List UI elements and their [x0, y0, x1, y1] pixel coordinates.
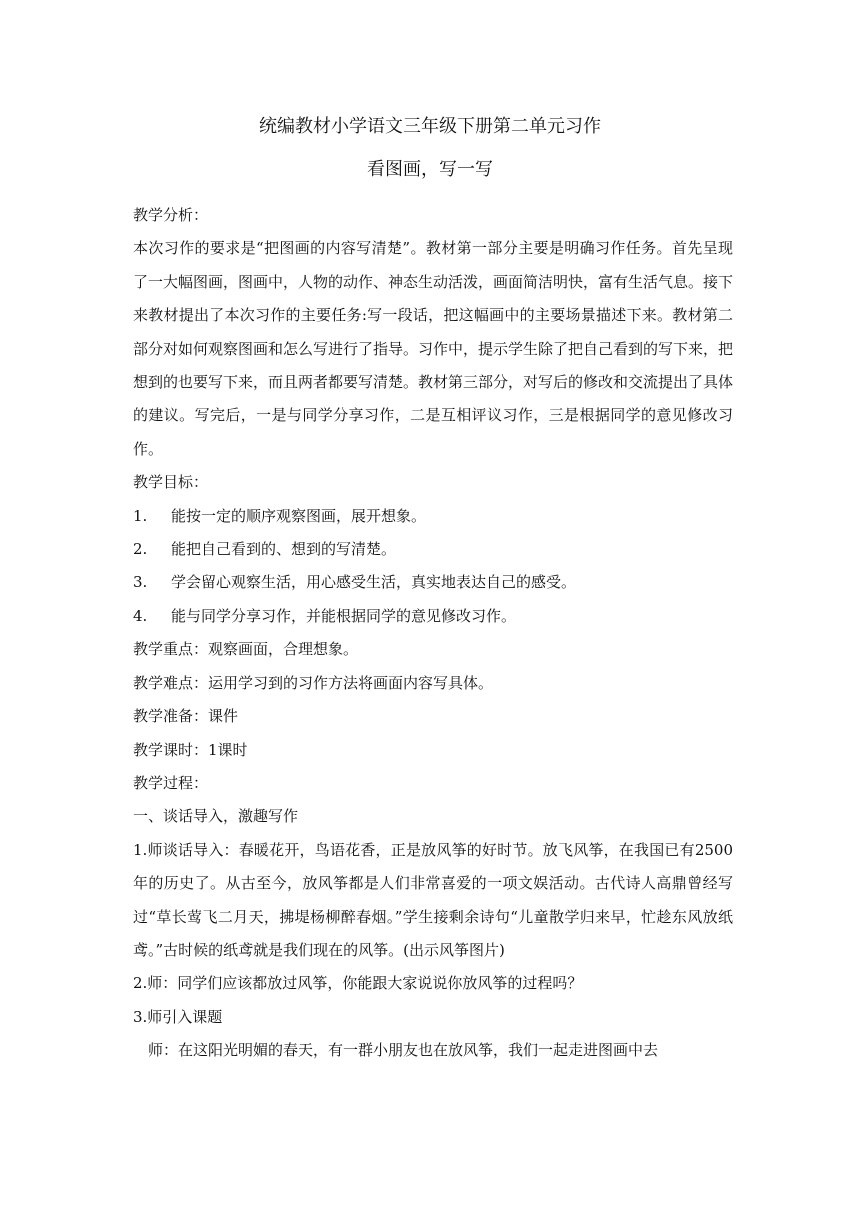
step-3-text: 师：在这阳光明媚的春天，有一群小朋友也在放风筝，我们一起走进图画中去	[148, 1041, 659, 1060]
document-title: 统编教材小学语文三年级下册第二单元习作	[259, 116, 601, 137]
goal-text: 学会留心观察生活，用心感受生活，真实地表达自己的感受。	[171, 573, 577, 592]
goal-text: 能把自己看到的、想到的写清楚。	[171, 540, 397, 559]
section-heading: 一、谈话导入，激趣写作	[133, 807, 299, 826]
goal-number: 2.	[133, 540, 148, 559]
analysis-heading: 教学分析：	[133, 206, 209, 224]
step-2: 2.师：同学们应该都放过风筝，你能跟大家说说你放风筝的过程吗？	[133, 974, 583, 993]
class-hours: 教学课时：1课时	[133, 740, 248, 759]
difficulty: 教学难点：运用学习到的习作方法将画面内容写具体。	[133, 673, 494, 692]
goal-item	[133, 500, 733, 533]
goal-item	[133, 600, 733, 633]
step-1: 1.师谈话导入：春暖花开，鸟语花香，正是放风筝的好时节。放飞风筝，在我国已有2500年的历史了。从古至今，放风筝都是人们非常喜爱的一项文娱活动。古代诗人高鼎曾经写过“草长莺飞二月天，拂堤杨柳醉春烟。”学生接剩余诗句“儿童散学归来早，忙趁东风放纸鸢。”古时候的纸鸢就是我们现在的风筝。(出示风筝图片)	[133, 840, 733, 959]
goal-text: 能按一定的顺序观察图画，展开想象。	[171, 506, 427, 525]
step-3: 3.师引入课题	[133, 1007, 223, 1026]
goal-number: 1.	[133, 506, 148, 525]
goal-number: 3.	[133, 573, 148, 592]
preparation: 教学准备：课件	[133, 707, 239, 726]
analysis-paragraph: 本次习作的要求是“把图画的内容写清楚”。教材第一部分主要是明确习作任务。首先呈现了一大幅图画，图画中，人物的动作、神态生动活泼，画面简洁明快，富有生活气息。接下来教材提出了本次习作的主要任务:写一段话，把这幅画中的主要场景描述下来。教材第二部分对如何观察图画和怎么写进行了指导。习作中，提示学生除了把自己看到的写下来，把想到的也要写下来，而且两者都要写清楚。教材第三部分，对写后的修改和交流提出了具体的建议。写完后，一是与同学分享习作，二是互相评议习作，三是根据同学的意见修改习作。	[133, 239, 734, 458]
key-point: 教学重点：观察画面，合理想象。	[133, 640, 359, 659]
goal-item	[133, 566, 733, 599]
goal-item	[133, 533, 733, 566]
process-heading: 教学过程：	[133, 773, 209, 792]
goal-number: 4.	[133, 606, 148, 625]
goal-text: 能与同学分享习作，并能根据同学的意见修改习作。	[171, 606, 517, 625]
document-body	[133, 199, 733, 1068]
goals-heading: 教学目标：	[133, 473, 209, 492]
document-subtitle: 看图画，写一写	[367, 159, 493, 180]
